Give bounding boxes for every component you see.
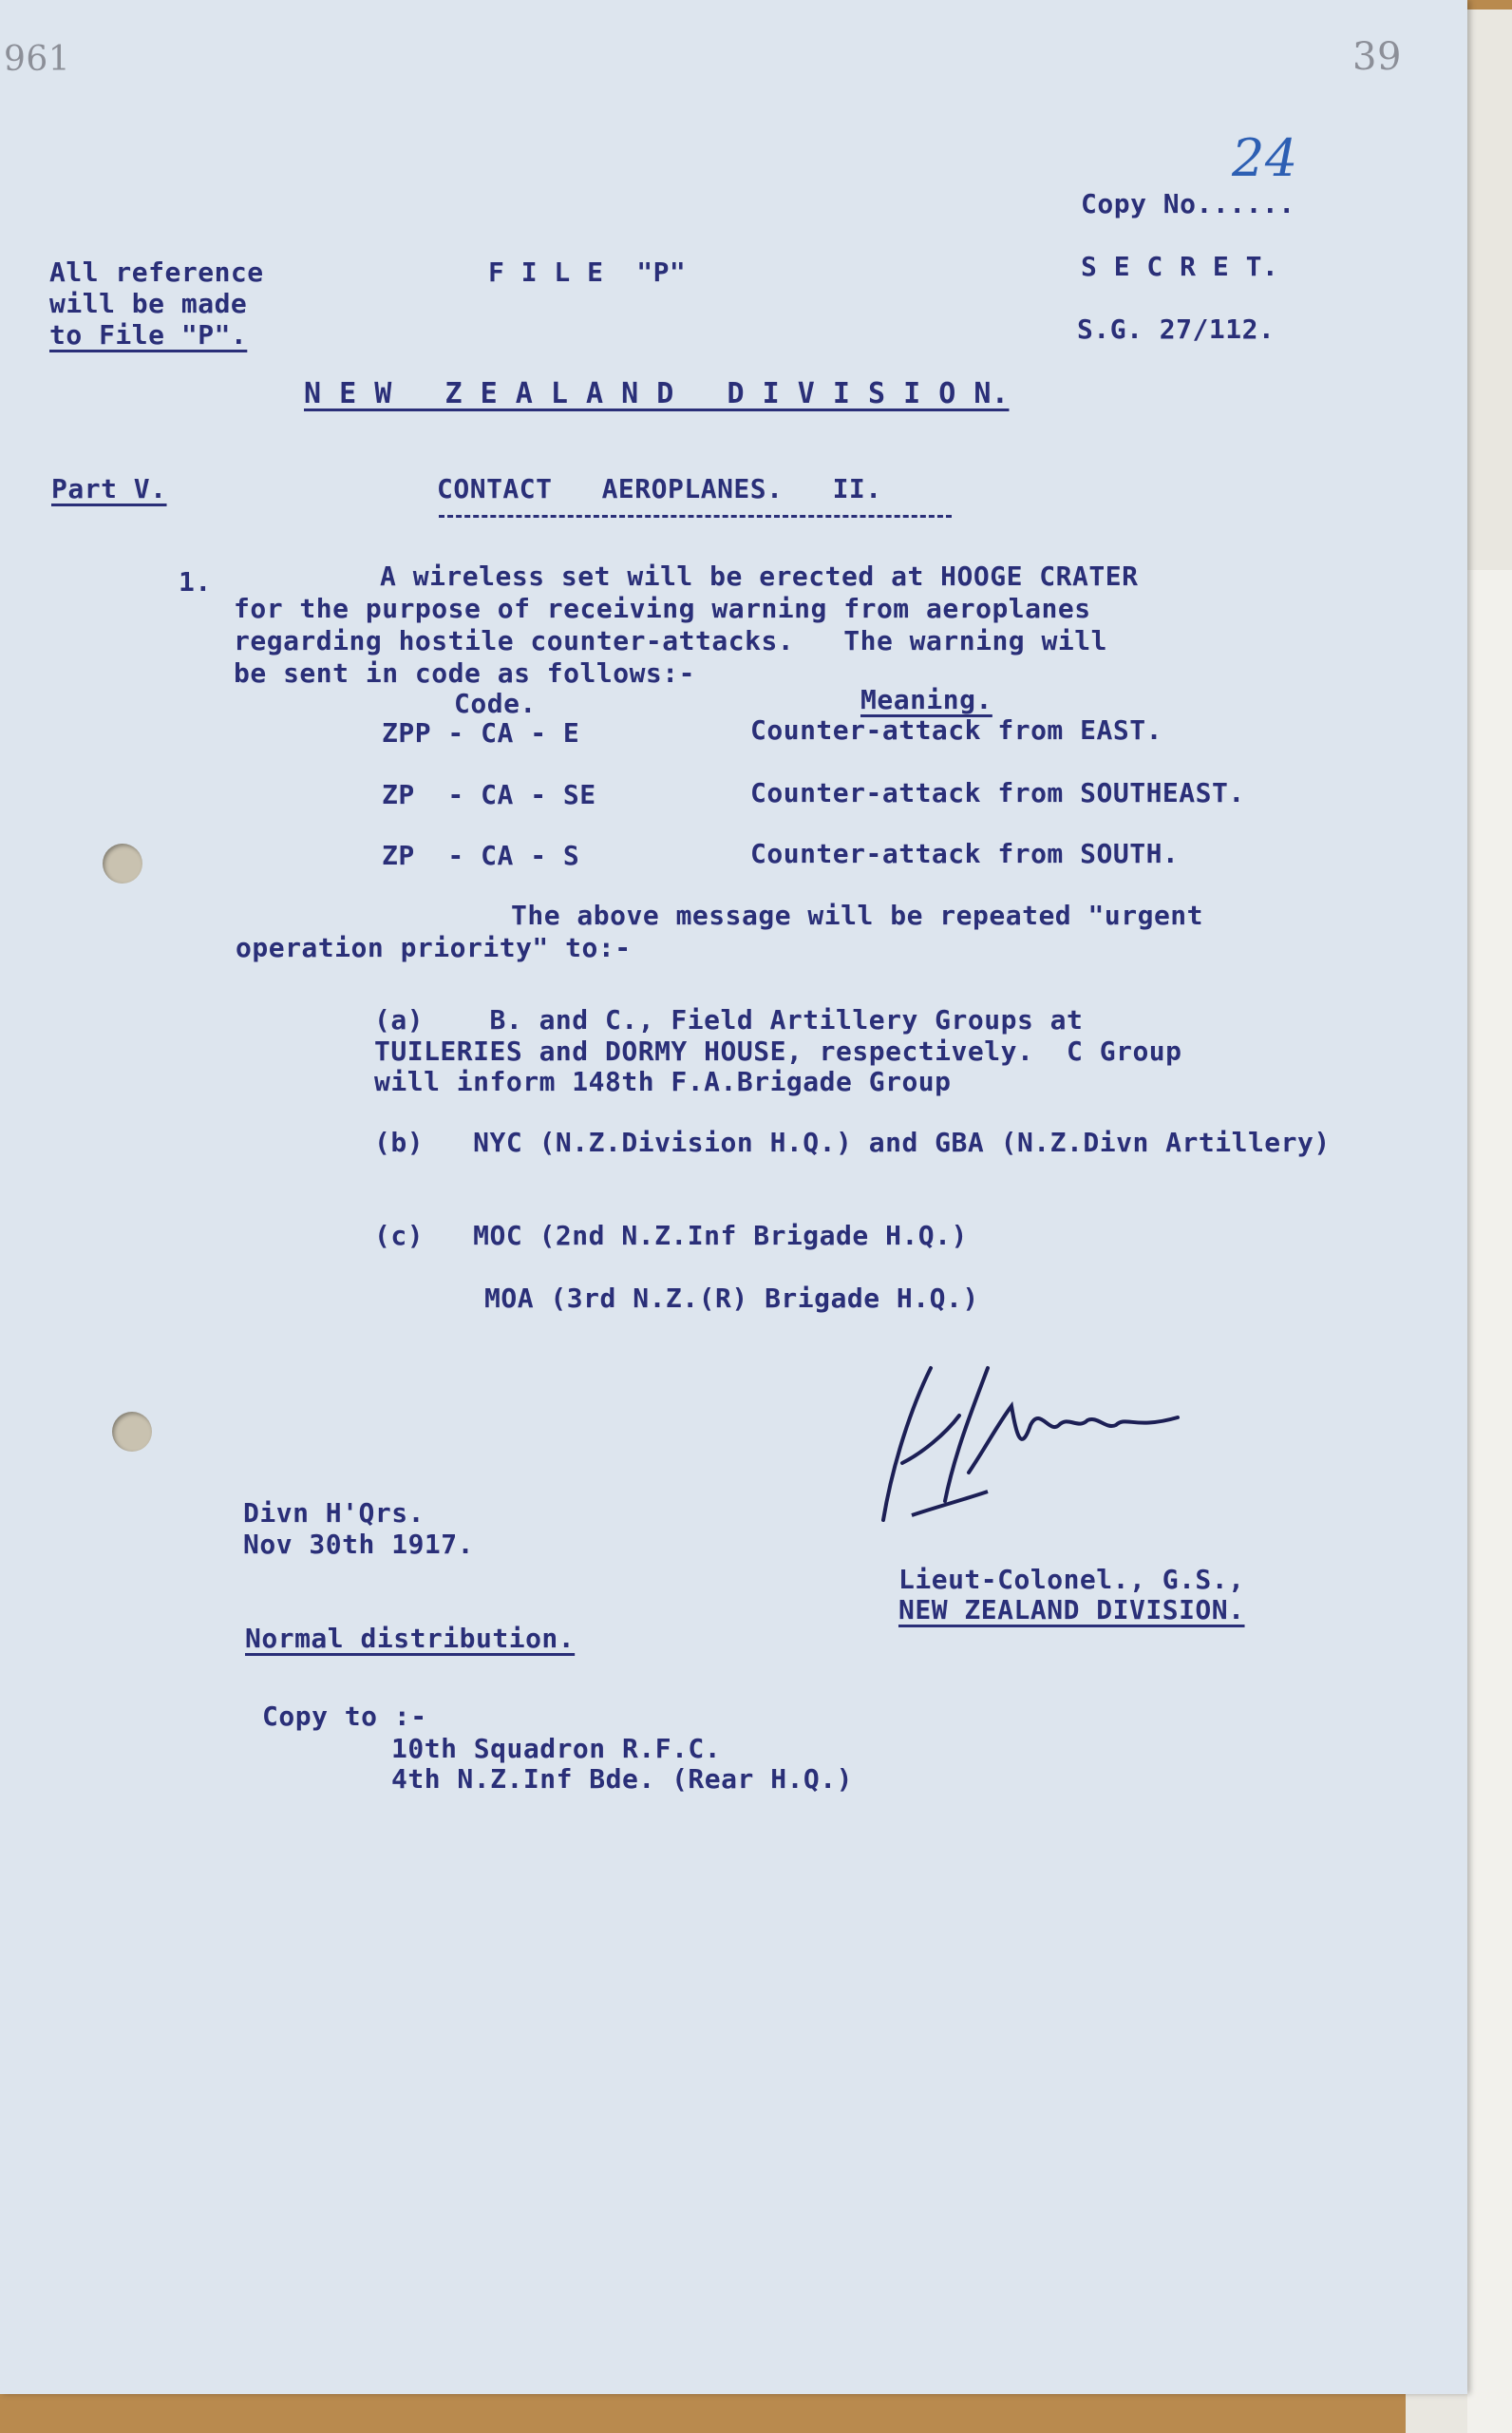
code-row-1-meaning: Counter-attack from EAST. (750, 714, 1162, 746)
division-title: N E W Z E A L A N D D I V I S I O N. (304, 377, 1010, 410)
paragraph-line-3: regarding hostile counter-attacks. The warning will (234, 625, 1107, 656)
signatory-unit: NEW ZEALAND DIVISION. (898, 1594, 1245, 1625)
repeat-line-2: operation priority" to:- (236, 932, 632, 963)
code-header: Code. (454, 688, 537, 719)
punch-hole-lower (112, 1412, 152, 1452)
copy-to-line-2: 4th N.Z.Inf Bde. (Rear H.Q.) (391, 1763, 854, 1795)
recipient-a-line-2: TUILERIES and DORMY HOUSE, respectively. C Group (374, 1036, 1182, 1067)
code-row-2-meaning: Counter-attack from SOUTHEAST. (750, 777, 1245, 808)
paragraph-number: 1. (179, 566, 212, 598)
recipient-a-line-1: (a) B. and C., Field Artillery Groups at (374, 1004, 1084, 1036)
hq-line-2: Nov 30th 1917. (243, 1529, 475, 1560)
recipient-b: (b) NYC (N.Z.Division H.Q.) and GBA (N.Z.Divn Artillery) (374, 1127, 1331, 1158)
code-row-1-code: ZPP - CA - E (382, 717, 580, 749)
code-row-3-code: ZP - CA - S (382, 840, 580, 871)
paragraph-line-4: be sent in code as follows:- (234, 657, 696, 689)
punch-hole-upper (103, 844, 142, 884)
code-row-3-meaning: Counter-attack from SOUTH. (750, 838, 1180, 869)
section-title-underline (439, 515, 952, 518)
copy-no-label: Copy No...... (1081, 188, 1295, 219)
repeat-line-1: The above message will be repeated "urgent (511, 900, 1204, 931)
signature-graphic (855, 1349, 1197, 1539)
copy-to-line-1: 10th Squadron R.F.C. (391, 1733, 722, 1764)
reference-note-line-3: to File "P". (49, 319, 248, 351)
page-number: 39 (1352, 35, 1402, 79)
archive-mark-left: 961 (4, 40, 71, 79)
recipient-c-line-2: MOA (3rd N.Z.(R) Brigade H.Q.) (484, 1283, 979, 1314)
paragraph-line-1: A wireless set will be erected at HOOGE CRATER (380, 561, 1139, 592)
reference-note-line-1: All reference (49, 257, 264, 288)
recipient-c: (c) MOC (2nd N.Z.Inf Brigade H.Q.) (374, 1220, 968, 1251)
backing-sheet-edge (1467, 570, 1512, 2433)
reference-note-line-2: will be made (49, 288, 248, 319)
secret-label: S E C R E T. (1081, 251, 1279, 282)
signatory-rank: Lieut-Colonel., G.S., (898, 1564, 1245, 1595)
copy-no-handwritten: 24 (1232, 128, 1298, 188)
copy-to-label: Copy to :- (262, 1701, 427, 1732)
hq-line-1: Divn H'Qrs. (243, 1497, 425, 1529)
file-label: F I L E "P" (488, 257, 687, 288)
distribution-label: Normal distribution. (245, 1623, 576, 1654)
sg-number: S.G. 27/112. (1077, 314, 1276, 345)
recipient-a-line-3: will inform 148th F.A.Brigade Group (374, 1066, 952, 1097)
meaning-header: Meaning. (860, 684, 992, 715)
part-label: Part V. (51, 473, 167, 504)
section-title: CONTACT AEROPLANES. II. (437, 473, 882, 504)
code-row-2-code: ZP - CA - SE (382, 779, 596, 810)
paragraph-line-2: for the purpose of receiving warning from aeroplanes (234, 593, 1091, 624)
